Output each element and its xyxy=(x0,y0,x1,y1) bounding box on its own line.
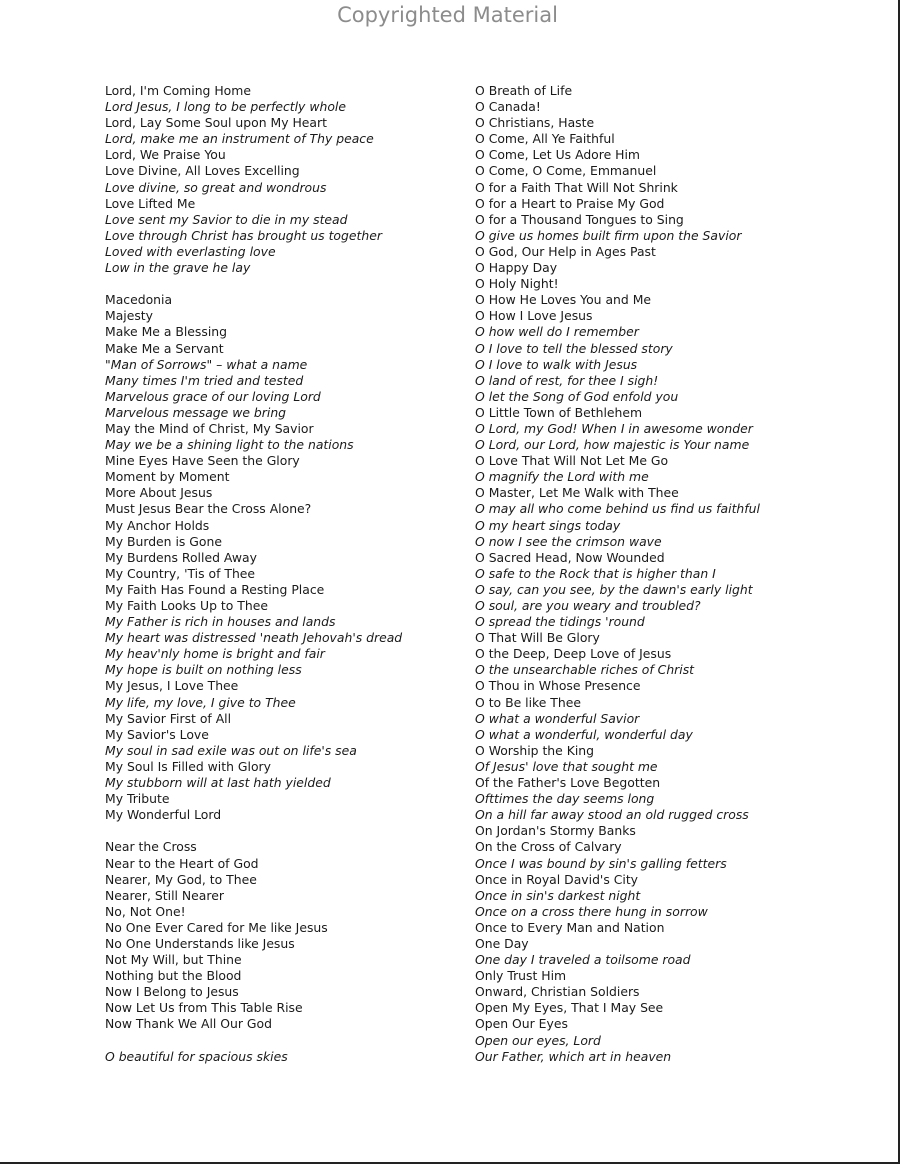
hymn-title-entry: Marvelous grace of our loving Lord xyxy=(105,388,321,404)
hymn-title-entry: My Country, 'Tis of Thee xyxy=(105,565,256,581)
section-gap xyxy=(105,1033,465,1049)
hymn-title-entry: O How He Loves You and Me xyxy=(475,292,652,308)
hymn-title-entry: My Soul Is Filled with Glory xyxy=(105,758,271,774)
hymn-title-entry: O for a Thousand Tongues to Sing xyxy=(475,211,684,227)
hymn-title-entry: O Sacred Head, Now Wounded xyxy=(475,549,665,565)
hymn-title-entry: O now I see the crimson wave xyxy=(475,533,662,549)
hymn-title-entry: O Love That Will Not Let Me Go xyxy=(475,453,669,469)
hymn-title-entry: Nearer, My God, to Thee xyxy=(105,871,257,887)
hymn-title-entry: My Father is rich in houses and lands xyxy=(105,614,336,630)
hymn-title-entry: O Canada! xyxy=(475,99,541,115)
hymn-title-entry: O safe to the Rock that is higher than I xyxy=(475,565,716,581)
hymn-title-entry: Now I Belong to Jesus xyxy=(105,984,239,1000)
hymn-title-entry: No One Ever Cared for Me like Jesus xyxy=(105,919,328,935)
hymn-title-entry: Lord, We Praise You xyxy=(105,147,226,163)
hymn-title-entry: O I love to tell the blessed story xyxy=(475,340,673,356)
hymn-title-entry: My heav'nly home is bright and fair xyxy=(105,646,325,662)
hymn-title-entry: O may all who come behind us find us faithful xyxy=(475,501,760,517)
hymn-title-entry: My Jesus, I Love Thee xyxy=(105,678,239,694)
hymn-title-entry: Of the Father's Love Begotten xyxy=(475,775,661,791)
hymn-title-entry: Once to Every Man and Nation xyxy=(475,919,665,935)
hymn-title-entry: O the unsearchable riches of Christ xyxy=(475,662,695,678)
hymn-title-entry: Now Let Us from This Table Rise xyxy=(105,1000,303,1016)
hymn-title-entry: O land of rest, for thee I sigh! xyxy=(475,372,659,388)
hymn-title-entry: Mine Eyes Have Seen the Glory xyxy=(105,453,300,469)
hymn-title-entry: May we be a shining light to the nations xyxy=(105,437,354,453)
hymn-title-entry: Lord, I'm Coming Home xyxy=(105,83,251,98)
hymn-title-entry: My life, my love, I give to Thee xyxy=(105,694,296,710)
hymn-title-entry: O what a wonderful, wonderful day xyxy=(475,726,693,742)
hymn-title-entry: Only Trust Him xyxy=(475,968,567,984)
hymn-title-entry: O I love to walk with Jesus xyxy=(475,356,638,372)
hymn-title-entry: O Lord, my God! When I in awesome wonder xyxy=(475,420,753,436)
hymn-title-entry: "Man of Sorrows" – what a name xyxy=(105,356,308,372)
hymn-title-entry: Must Jesus Bear the Cross Alone? xyxy=(105,501,312,517)
hymn-title-entry: O how well do I remember xyxy=(475,324,639,340)
hymn-title-entry: O soul, are you weary and troubled? xyxy=(475,598,701,613)
hymn-title-entry: My Anchor Holds xyxy=(105,517,210,533)
hymn-title-entry: O Little Town of Bethlehem xyxy=(475,404,643,420)
hymn-title-entry: O Come, O Come, Emmanuel xyxy=(475,163,657,179)
hymn-title-entry: Open My Eyes, That I May See xyxy=(475,1000,664,1016)
hymn-title-entry: O my heart sings today xyxy=(475,517,621,533)
section-gap xyxy=(105,823,465,839)
hymn-title-entry: Make Me a Servant xyxy=(105,340,224,356)
hymn-title-entry: Many times I'm tried and tested xyxy=(105,372,304,388)
hymn-title-entry: My Savior's Love xyxy=(105,726,209,742)
hymn-title-entry: My stubborn will at last hath yielded xyxy=(105,775,331,791)
hymn-title-entry: Once in sin's darkest night xyxy=(475,887,641,903)
hymn-title-entry: On a hill far away stood an old rugged cross xyxy=(475,807,749,823)
copyright-watermark: Copyrighted Material xyxy=(337,3,558,27)
hymn-title-entry: O give us homes built firm upon the Savior xyxy=(475,227,742,243)
hymn-title-entry: Moment by Moment xyxy=(105,469,230,485)
hymn-title-entry: Nearer, Still Nearer xyxy=(105,887,224,903)
hymn-title-entry: My soul in sad exile was out on life's sea xyxy=(105,742,357,758)
hymn-title-entry: Once I was bound by sin's galling fetters xyxy=(475,855,727,871)
hymn-title-entry: Open Our Eyes xyxy=(475,1016,568,1032)
hymn-title-entry: My Wonderful Lord xyxy=(105,807,222,823)
hymn-title-entry: Once in Royal David's City xyxy=(475,871,639,887)
hymn-title-entry: O How I Love Jesus xyxy=(475,308,593,324)
hymn-title-entry: Loved with everlasting love xyxy=(105,243,276,259)
hymn-title-entry: O Christians, Haste xyxy=(475,115,595,131)
hymn-title-entry: O Come, All Ye Faithful xyxy=(475,131,615,147)
hymn-title-entry: On the Cross of Calvary xyxy=(475,839,622,855)
hymn-title-entry: Nothing but the Blood xyxy=(105,968,242,984)
hymn-title-entry: May the Mind of Christ, My Savior xyxy=(105,420,314,436)
hymn-title-entry: My Burdens Rolled Away xyxy=(105,549,257,565)
hymn-title-entry: My Faith Has Found a Resting Place xyxy=(105,581,325,597)
hymn-title-entry: Lord, Lay Some Soul upon My Heart xyxy=(105,115,327,131)
hymn-title-entry: O God, Our Help in Ages Past xyxy=(475,243,656,259)
hymn-title-entry: Love Lifted Me xyxy=(105,195,196,211)
hymn-title-entry: Love sent my Savior to die in my stead xyxy=(105,211,348,227)
hymn-title-entry: Once on a cross there hung in sorrow xyxy=(475,903,708,919)
hymn-title-entry: My Savior First of All xyxy=(105,710,232,726)
hymn-title-entry: Low in the grave he lay xyxy=(105,260,251,276)
hymn-title-entry: O say, can you see, by the dawn's early light xyxy=(475,581,753,597)
hymn-title-entry: One day I traveled a toilsome road xyxy=(475,952,691,968)
hymn-title-entry: On Jordan's Stormy Banks xyxy=(475,823,636,839)
hymn-title-entry: Near to the Heart of God xyxy=(105,855,259,871)
left-column-index xyxy=(105,83,465,1065)
hymn-title-entry: My Faith Looks Up to Thee xyxy=(105,598,268,613)
hymn-title-entry: Ofttimes the day seems long xyxy=(475,791,655,807)
hymn-title-entry: Love Divine, All Loves Excelling xyxy=(105,163,300,179)
hymn-title-entry: More About Jesus xyxy=(105,485,213,501)
hymn-title-entry: O Breath of Life xyxy=(475,83,573,98)
hymn-title-entry: Open our eyes, Lord xyxy=(475,1032,601,1048)
hymn-title-entry: Lord Jesus, I long to be perfectly whole xyxy=(105,99,346,115)
hymn-title-entry: O Happy Day xyxy=(475,260,558,276)
hymn-title-entry: O magnify the Lord with me xyxy=(475,469,649,485)
hymn-title-entry: O spread the tidings 'round xyxy=(475,614,645,630)
hymn-title-entry: Now Thank We All Our God xyxy=(105,1016,272,1032)
hymn-title-entry: O let the Song of God enfold you xyxy=(475,388,679,404)
hymn-title-entry: O for a Faith That Will Not Shrink xyxy=(475,179,678,195)
hymn-title-entry: Love through Christ has brought us together xyxy=(105,227,382,243)
hymn-title-entry: O beautiful for spacious skies xyxy=(105,1048,288,1064)
hymn-title-entry: O for a Heart to Praise My God xyxy=(475,195,665,211)
hymn-title-entry: O Master, Let Me Walk with Thee xyxy=(475,485,679,501)
hymn-title-entry: Not My Will, but Thine xyxy=(105,952,242,968)
hymn-title-entry: Majesty xyxy=(105,308,153,324)
hymn-title-entry: O Worship the King xyxy=(475,742,595,758)
hymn-title-entry: Macedonia xyxy=(105,292,173,308)
hymn-title-entry: O what a wonderful Savior xyxy=(475,710,640,726)
hymn-title-entry: O Lord, our Lord, how majestic is Your name xyxy=(475,437,750,453)
hymn-title-entry: My Tribute xyxy=(105,791,170,807)
hymn-title-entry: O That Will Be Glory xyxy=(475,630,600,646)
hymn-title-entry: My hope is built on nothing less xyxy=(105,662,302,678)
hymn-title-entry: My Burden is Gone xyxy=(105,533,222,549)
hymn-title-entry: Our Father, which art in heaven xyxy=(475,1048,672,1064)
hymn-title-entry: Make Me a Blessing xyxy=(105,324,228,340)
hymn-title-entry: Onward, Christian Soldiers xyxy=(475,984,640,1000)
hymn-title-entry: My heart was distressed 'neath Jehovah's dread xyxy=(105,630,403,646)
hymn-title-entry: Of Jesus' love that sought me xyxy=(475,758,658,774)
hymn-title-entry: Near the Cross xyxy=(105,839,197,855)
hymn-title-entry: O Come, Let Us Adore Him xyxy=(475,147,640,163)
hymn-title-entry: Lord, make me an instrument of Thy peace xyxy=(105,131,374,147)
hymn-title-entry: O Holy Night! xyxy=(475,276,559,292)
section-gap xyxy=(105,276,465,292)
hymn-title-entry: O the Deep, Deep Love of Jesus xyxy=(475,646,672,662)
hymn-title-entry: Marvelous message we bring xyxy=(105,404,287,420)
hymn-title-entry: No One Understands like Jesus xyxy=(105,935,295,951)
right-column-index xyxy=(475,83,895,1065)
hymn-title-entry: O to Be like Thee xyxy=(475,694,581,710)
hymn-title-entry: O Thou in Whose Presence xyxy=(475,678,641,694)
hymn-title-entry: One Day xyxy=(475,935,529,951)
hymn-title-entry: Love divine, so great and wondrous xyxy=(105,179,327,195)
hymn-title-entry: No, Not One! xyxy=(105,903,186,919)
